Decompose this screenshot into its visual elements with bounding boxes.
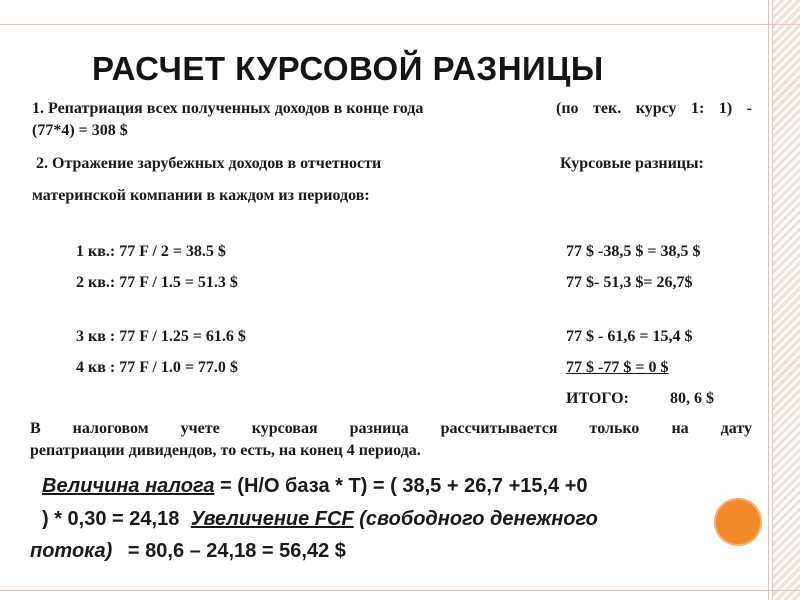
item1-note: (по тек. курсу 1: 1) -	[556, 100, 752, 117]
quarter-calc: 4 кв : 77 F / 1.0 = 77.0 $	[76, 359, 238, 376]
quarter-calc: 1 кв.: 77 F / 2 = 38.5 $	[76, 243, 226, 260]
total-value: 80, 6 $	[670, 390, 714, 407]
quarter-difference: 77 $- 51,3 $= 26,7$	[566, 274, 693, 291]
formula-rate: ) * 0,30 = 24,18	[42, 508, 180, 530]
tax-amount-label: Величина налога	[42, 475, 215, 497]
quarter-difference: 77 $ - 61,6 = 15,4 $	[566, 328, 693, 345]
fcf-increase-label: Увеличение FCF	[190, 508, 354, 530]
item1-text: 1. Репатриация всех полученных доходов в конце года	[32, 100, 424, 117]
decorative-horizontal-line	[0, 590, 800, 591]
quarter-difference: 77 $ -38,5 $ = 38,5 $	[566, 243, 701, 260]
item2-line1: 2. Отражение зарубежных доходов в отчетности	[36, 155, 382, 172]
total-label: ИТОГО:	[566, 390, 629, 407]
decorative-vertical-line	[772, 0, 773, 600]
item2-line2: материнской компании в каждом из периодов:	[32, 187, 370, 204]
fcf-description-end: потока)	[30, 540, 113, 562]
fx-differences-header: Курсовые разницы:	[560, 155, 704, 172]
decorative-stripe	[772, 0, 800, 600]
tax-note-line2: репатриации дивидендов, то есть, на конец 4 периода.	[30, 442, 421, 459]
decorative-horizontal-line	[0, 24, 800, 25]
quarter-calc: 2 кв.: 77 F / 1.5 = 51.3 $	[76, 274, 238, 291]
formula-result: = 80,6 – 24,18 = 56,42 $	[127, 540, 346, 562]
tax-note-line1: В налоговом учете курсовая разница рассчитывается только на дату	[30, 420, 752, 437]
formula-line3	[30, 540, 346, 563]
quarter-difference: 77 $ -77 $ = 0 $	[566, 359, 669, 376]
item1-calc: (77*4) = 308 $	[32, 122, 128, 139]
decorative-vertical-line	[768, 0, 769, 600]
slide-title: РАСЧЕТ КУРСОВОЙ РАЗНИЦЫ	[92, 50, 604, 87]
orange-circle-decoration	[714, 498, 762, 546]
quarter-calc: 3 кв : 77 F / 1.25 = 61.6 $	[76, 328, 246, 345]
fcf-description: (свободного денежного	[359, 508, 598, 530]
formula-line1	[42, 475, 588, 498]
formula-line2	[42, 508, 598, 531]
formula-expression: = (Н/О база * Т) = ( 38,5 + 26,7 +15,4 +0	[220, 475, 588, 497]
